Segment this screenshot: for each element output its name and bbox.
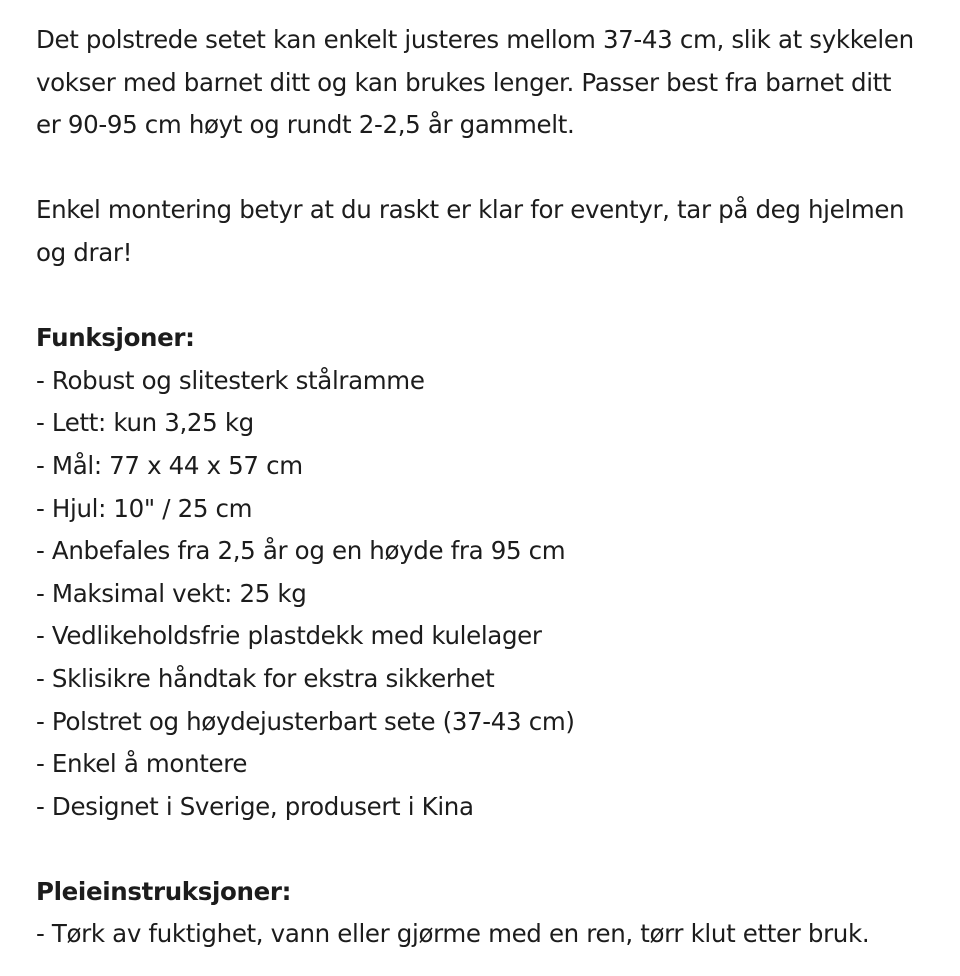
paragraph-spacer: [36, 828, 936, 871]
feature-item: - Anbefales fra 2,5 år og en høyde fra 95 cm: [36, 536, 566, 566]
intro-paragraph: [36, 19, 936, 147]
intro-line: er 90-95 cm høyt og rundt 2-2,5 år gammelt.: [36, 110, 575, 140]
feature-item: - Vedlikeholdsfrie plastdekk med kulelager: [36, 621, 542, 651]
feature-item: - Designet i Sverige, produsert i Kina: [36, 791, 474, 821]
feature-item: - Maksimal vekt: 25 kg: [36, 578, 307, 608]
assembly-paragraph: [36, 189, 936, 274]
feature-item: - Lett: kun 3,25 kg: [36, 408, 254, 438]
features-heading: Funksjoner:: [36, 323, 195, 353]
paragraph-spacer: [36, 147, 936, 190]
intro-line: Det polstrede setet kan enkelt justeres mellom 37-43 cm, slik at sykkelen: [36, 25, 914, 54]
feature-item: - Robust og slitesterk stålramme: [36, 365, 425, 395]
product-description: [36, 19, 936, 956]
intro-line: vokser med barnet ditt og kan brukes lenger. Passer best fra barnet ditt: [36, 67, 892, 97]
feature-item: - Mål: 77 x 44 x 57 cm: [36, 450, 303, 480]
care-section: [36, 871, 936, 956]
paragraph-spacer: [36, 275, 936, 318]
care-list: [36, 913, 936, 956]
assembly-line: og drar!: [36, 237, 133, 267]
care-heading: Pleieinstruksjoner:: [36, 876, 292, 906]
features-list: [36, 360, 936, 829]
feature-item: - Enkel å montere: [36, 749, 248, 779]
feature-item: - Polstret og høydejusterbart sete (37-43 cm): [36, 706, 575, 736]
feature-item: - Sklisikre håndtak for ekstra sikkerhet: [36, 663, 495, 693]
features-section: [36, 317, 936, 828]
assembly-line: Enkel montering betyr at du raskt er klar for eventyr, tar på deg hjelmen: [36, 195, 905, 225]
feature-item: - Hjul: 10" / 25 cm: [36, 493, 253, 523]
care-item: - Tørk av fuktighet, vann eller gjørme med en ren, tørr klut etter bruk.: [36, 919, 870, 949]
